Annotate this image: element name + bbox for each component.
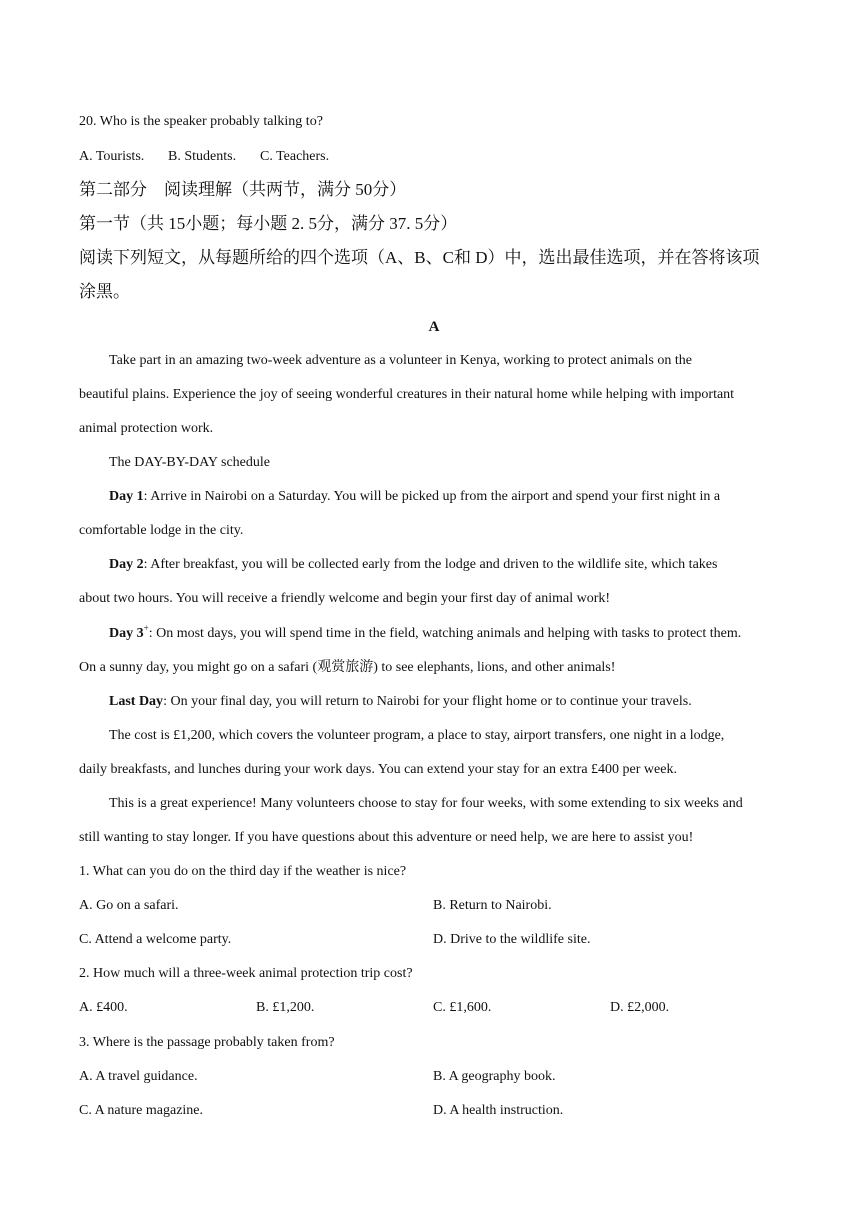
day1-line-1 bbox=[109, 488, 720, 506]
day3-sup: + bbox=[143, 623, 149, 633]
q3-option-a: A. A travel guidance. bbox=[79, 1069, 198, 1084]
q2-option-d: D. £2,000. bbox=[610, 1000, 670, 1015]
cost-line-1: The cost is £1,200, which covers the volunteer program, a place to stay, airport transfers, one night in a lodge, bbox=[109, 728, 725, 743]
day2-line-1 bbox=[109, 556, 717, 574]
ending-line-2: still wanting to stay longer. If you have questions about this adventure or need help, we are here to assist you! bbox=[79, 830, 694, 845]
day3-line-2: On a sunny day, you might go on a safari (观赏旅游) to see elephants, lions, and other animals! bbox=[79, 660, 616, 675]
ending-line-1: This is a great experience! Many volunteers choose to stay for four weeks, with some extending to six weeks and bbox=[109, 796, 743, 811]
q1-option-c: C. Attend a welcome party. bbox=[79, 932, 232, 947]
day1-line-2: comfortable lodge in the city. bbox=[79, 523, 244, 538]
intro-line-2: beautiful plains. Experience the joy of seeing wonderful creatures in their natural home while helping with important bbox=[79, 387, 735, 402]
day2-line-2: about two hours. You will receive a friendly welcome and begin your first day of animal work! bbox=[79, 591, 611, 606]
day2-label: Day 2 bbox=[109, 557, 144, 572]
day2-text: : After breakfast, you will be collected early from the lodge and driven to the wildlife site, which takes bbox=[143, 557, 718, 572]
q2-option-a: A. £400. bbox=[79, 1000, 128, 1015]
q3-question: 3. Where is the passage probably taken from? bbox=[79, 1035, 335, 1050]
q2-option-b: B. £1,200. bbox=[256, 1000, 315, 1015]
day3-text: : On most days, you will spend time in the field, watching animals and helping with tasks to protect them. bbox=[148, 626, 742, 641]
schedule-title: The DAY-BY-DAY schedule bbox=[109, 455, 270, 470]
passage-letter: A bbox=[428, 319, 440, 335]
q3-option-c: C. A nature magazine. bbox=[79, 1103, 204, 1118]
q2-question: 2. How much will a three-week animal protection trip cost? bbox=[79, 966, 413, 981]
last-day-label: Last Day bbox=[109, 694, 164, 709]
instruction-line-1: 阅读下列短文，从每题所给的四个选项（A、B、C和 D）中，选出最佳选项，并在答将该项 bbox=[79, 248, 760, 267]
q3-option-d: D. A health instruction. bbox=[433, 1103, 564, 1118]
last-day-line bbox=[109, 693, 692, 711]
cost-line-2: daily breakfasts, and lunches during your work days. You can extend your stay for an extra £400 per week. bbox=[79, 762, 677, 777]
q20-question: 20. Who is the speaker probably talking to? bbox=[79, 114, 323, 129]
q2-option-c: C. £1,600. bbox=[433, 1000, 492, 1015]
intro-line-1: Take part in an amazing two-week adventure as a volunteer in Kenya, working to protect animals on the bbox=[109, 353, 692, 368]
day3-line-1 bbox=[109, 625, 741, 643]
day1-text: : Arrive in Nairobi on a Saturday. You will be picked up from the airport and spend your first night in a bbox=[143, 489, 721, 504]
q3-option-b: B. A geography book. bbox=[433, 1069, 556, 1084]
q20-option-b: B. Students. bbox=[168, 149, 237, 164]
q20-option-a: A. Tourists. bbox=[79, 149, 145, 164]
q1-option-b: B. Return to Nairobi. bbox=[433, 898, 552, 913]
last-day-text: : On your final day, you will return to Nairobi for your flight home or to continue your travels. bbox=[163, 694, 692, 709]
section-header: 第二部分 阅读理解（共两节，满分 50分） bbox=[79, 180, 407, 199]
day1-label: Day 1 bbox=[109, 489, 144, 504]
day3-label: Day 3 bbox=[109, 626, 144, 641]
q20-option-c: C. Teachers. bbox=[260, 149, 330, 164]
instruction-line-2: 涂黑。 bbox=[79, 282, 130, 301]
q1-question: 1. What can you do on the third day if the weather is nice? bbox=[79, 864, 407, 879]
q1-option-a: A. Go on a safari. bbox=[79, 898, 179, 913]
subsection-header: 第一节（共 15小题；每小题 2. 5分，满分 37. 5分） bbox=[79, 214, 458, 233]
intro-line-3: animal protection work. bbox=[79, 421, 214, 436]
q1-option-d: D. Drive to the wildlife site. bbox=[433, 932, 591, 947]
